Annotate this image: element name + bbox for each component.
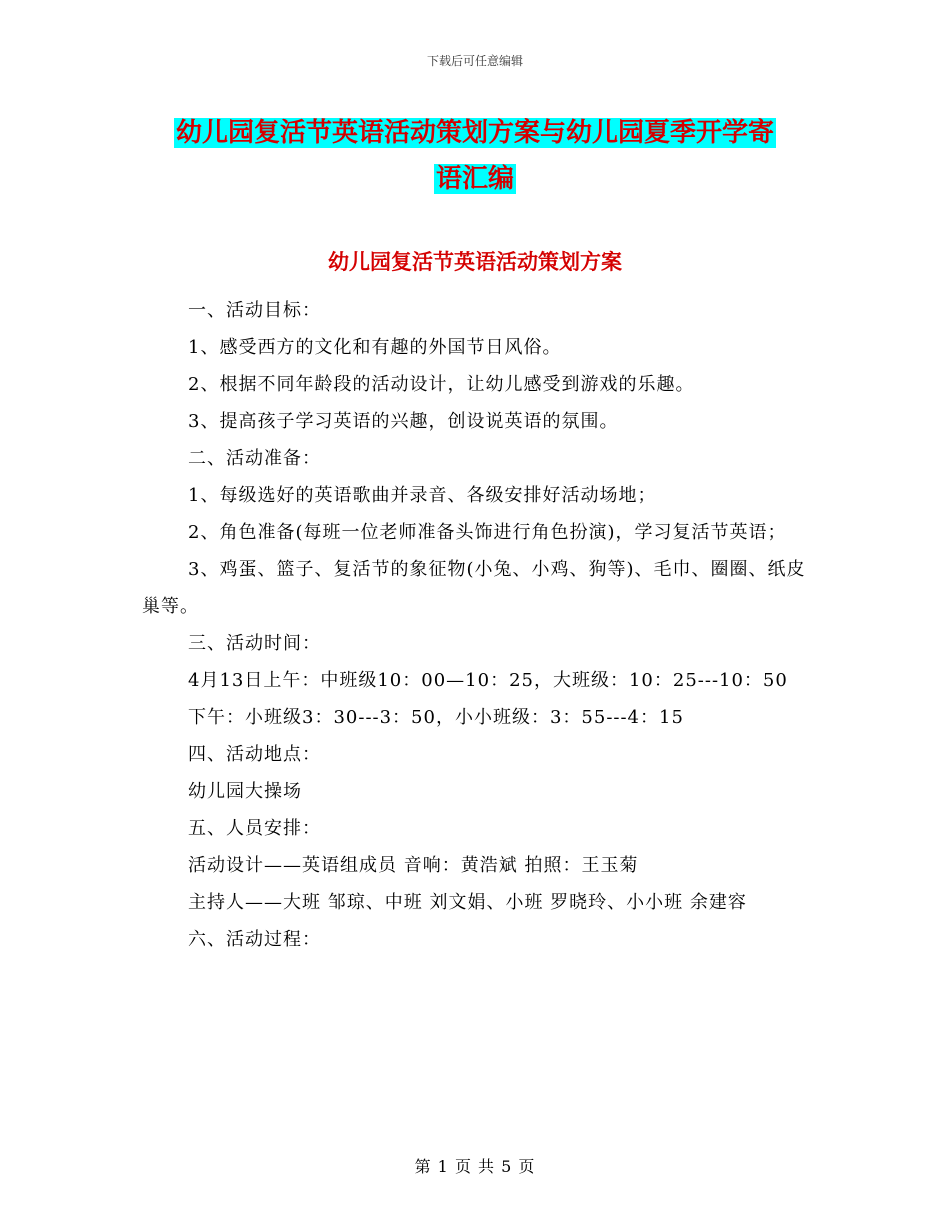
paragraph: 三、活动时间：: [188, 633, 321, 654]
paragraph: 1、感受西方的文化和有趣的外国节日风俗。: [188, 337, 562, 358]
paragraph: 2、根据不同年龄段的活动设计，让幼儿感受到游戏的乐趣。: [188, 374, 695, 395]
page-footer: 第 1 页 共 5 页: [414, 1157, 536, 1176]
body-text: [142, 292, 806, 958]
paragraph: 2、角色准备(每班一位老师准备头饰进行角色扮演)，学习复活节英语；: [188, 522, 787, 543]
section-title: 幼儿园复活节英语活动策划方案: [328, 250, 622, 274]
paragraph: 六、活动过程：: [188, 929, 321, 950]
paragraph: 幼儿园大操场: [188, 781, 302, 802]
paragraph: 3、鸡蛋、篮子、复活节的象征物(小兔、小鸡、狗等)、毛巾、圈圈、纸皮巢等。: [142, 559, 806, 617]
document-title: [0, 110, 950, 202]
paragraph: 二、活动准备：: [188, 448, 321, 469]
paragraph: 主持人——大班 邹琼、中班 刘文娟、小班 罗晓玲、小小班 余建容: [188, 892, 747, 913]
title-line-2: 语汇编: [435, 164, 514, 194]
paragraph: 1、每级选好的英语歌曲并录音、各级安排好活动场地；: [188, 485, 657, 506]
header-note: 下载后可任意编辑: [426, 54, 523, 68]
paragraph: 下午：小班级3：30---3：50，小小班级：3：55---4：15: [188, 707, 684, 728]
title-line-1: 幼儿园复活节英语活动策划方案与幼儿园夏季开学寄: [175, 118, 774, 148]
paragraph: 四、活动地点：: [188, 744, 321, 765]
paragraph: 一、活动目标：: [188, 300, 321, 321]
paragraph: 五、人员安排：: [188, 818, 321, 839]
paragraph: 4月13日上午：中班级10：00—10：25，大班级：10：25---10：50: [188, 670, 788, 691]
paragraph: 活动设计——英语组成员 音响：黄浩斌 拍照：王玉菊: [188, 855, 639, 876]
paragraph: 3、提高孩子学习英语的兴趣，创设说英语的氛围。: [188, 411, 619, 432]
